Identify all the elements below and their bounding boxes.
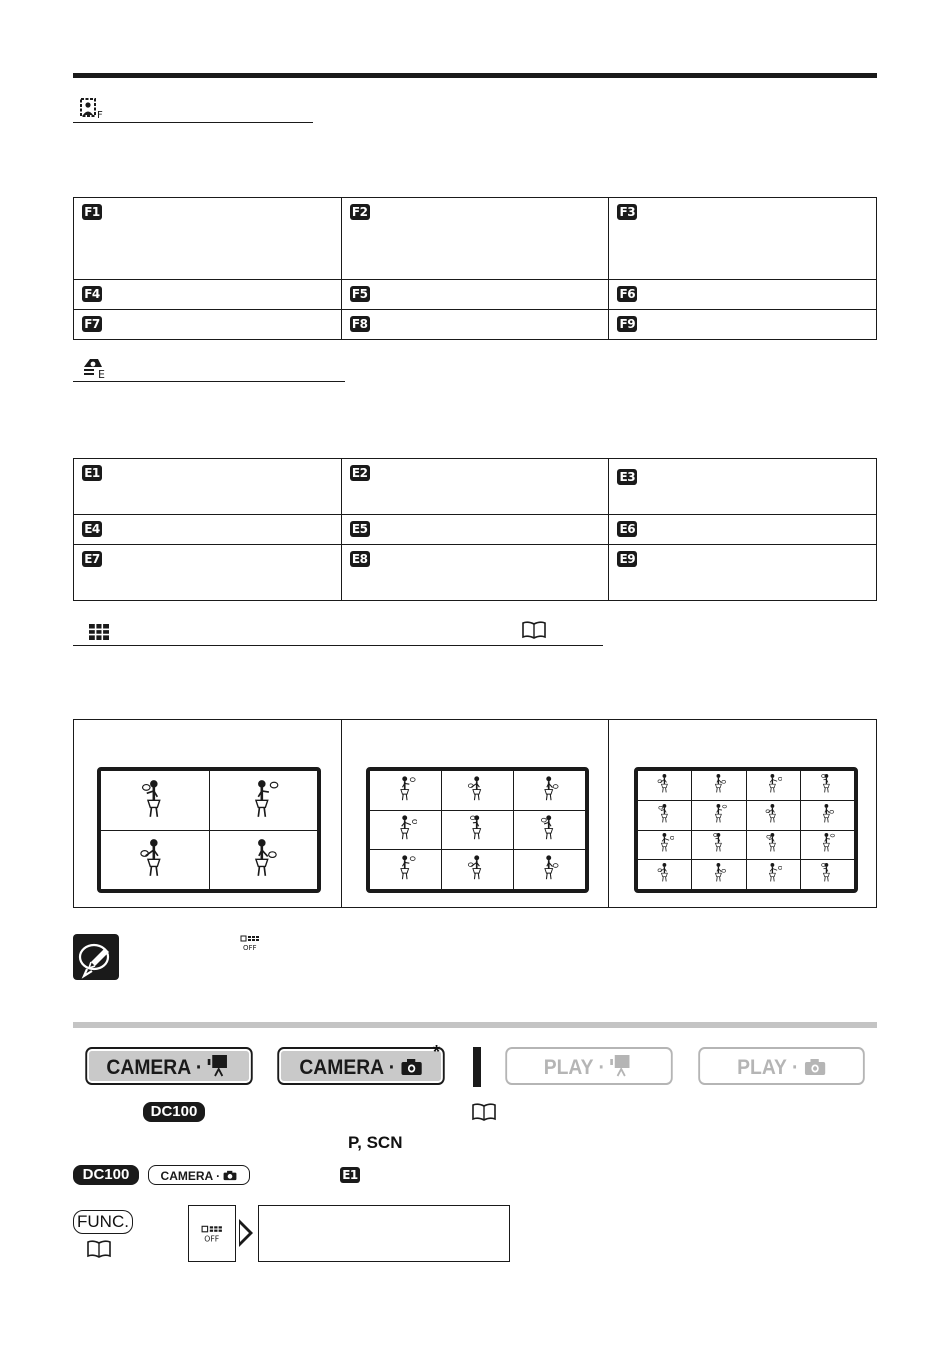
note-pencil-icon bbox=[73, 934, 119, 980]
sequence-frame bbox=[800, 800, 854, 830]
sequence-frame bbox=[442, 771, 514, 811]
default-effect-badge bbox=[340, 1166, 360, 1184]
tennis-player-figure bbox=[710, 832, 728, 852]
effect-cell bbox=[341, 545, 609, 601]
camera-icon bbox=[401, 1058, 423, 1076]
sequence-frame bbox=[514, 850, 586, 890]
effect-cell bbox=[609, 280, 877, 310]
effect-badge: E1 bbox=[340, 1167, 360, 1183]
tennis-player-figure bbox=[656, 862, 674, 882]
section-divider bbox=[73, 1022, 877, 1028]
tennis-player-figure bbox=[394, 854, 417, 880]
sequence-frame bbox=[800, 830, 854, 860]
effect-badge: E5 bbox=[350, 521, 370, 537]
effect-cell bbox=[74, 459, 342, 515]
play-movie-mode-badge bbox=[505, 1047, 672, 1085]
effect-badge: F7 bbox=[82, 316, 102, 332]
svg-text:OFF: OFF bbox=[204, 1234, 220, 1243]
effect-badge: F1 bbox=[82, 204, 102, 220]
portrait-effect-icon bbox=[80, 98, 108, 125]
sequence-frame bbox=[101, 771, 210, 831]
tennis-player-figure bbox=[764, 803, 782, 823]
sequence-frame bbox=[209, 771, 318, 831]
tennis-player-figure bbox=[818, 832, 836, 852]
camera-movie-mode-badge bbox=[85, 1047, 252, 1085]
effect-badge: F4 bbox=[82, 286, 102, 302]
tennis-player-figure bbox=[245, 778, 281, 818]
sequence-frame bbox=[692, 771, 746, 801]
effect-badge: E4 bbox=[82, 521, 102, 537]
section-rule bbox=[73, 645, 603, 646]
tennis-player-figure bbox=[538, 854, 561, 880]
effect-cell bbox=[609, 545, 877, 601]
effect-cell bbox=[74, 198, 342, 280]
model-badge: DC100 bbox=[73, 1165, 139, 1185]
sequence-frame bbox=[800, 860, 854, 890]
tennis-player-figure bbox=[818, 862, 836, 882]
func-button[interactable]: FUNC. bbox=[73, 1210, 133, 1234]
sequence-frame bbox=[692, 860, 746, 890]
sequence-frame bbox=[209, 830, 318, 890]
menu-icon-box bbox=[188, 1205, 236, 1262]
mode-label: PLAY · bbox=[543, 1056, 605, 1079]
effect-cell bbox=[74, 515, 342, 545]
effect-off-icon bbox=[240, 935, 260, 956]
sequence-frame bbox=[746, 800, 800, 830]
top-rule bbox=[73, 73, 877, 78]
book-icon bbox=[521, 621, 547, 644]
book-icon bbox=[86, 1240, 112, 1263]
sequence-frame bbox=[370, 810, 442, 850]
effect-badge: E3 bbox=[617, 469, 637, 485]
mode-label: CAMERA · bbox=[299, 1056, 396, 1079]
sequence-screen-2x2 bbox=[97, 767, 321, 893]
svg-text:E: E bbox=[98, 368, 105, 379]
model-badge: DC100 bbox=[143, 1102, 205, 1122]
multi-image-icon bbox=[88, 623, 110, 646]
tennis-player-figure bbox=[137, 778, 173, 818]
effect-off-icon bbox=[201, 1225, 223, 1243]
sequence-frame bbox=[638, 800, 692, 830]
section-rule bbox=[73, 381, 345, 382]
effect-badge: F9 bbox=[617, 316, 637, 332]
sequence-screen-3x3 bbox=[366, 767, 589, 893]
tennis-player-figure bbox=[538, 775, 561, 801]
program-mode-label: P, SCN bbox=[348, 1133, 403, 1152]
sequence-frame bbox=[692, 800, 746, 830]
tennis-player-figure bbox=[818, 803, 836, 823]
asterisk: * bbox=[433, 1042, 441, 1062]
tennis-player-figure bbox=[466, 814, 489, 840]
effect-badge: F5 bbox=[350, 286, 370, 302]
tennis-player-figure bbox=[656, 773, 674, 793]
effect-badge: F3 bbox=[617, 204, 637, 220]
sequence-frame bbox=[638, 830, 692, 860]
menu-value-box bbox=[258, 1205, 510, 1262]
effect-cell bbox=[74, 545, 342, 601]
mode-label: CAMERA · bbox=[106, 1056, 203, 1079]
effect-cell bbox=[609, 459, 877, 515]
sequence-frame bbox=[514, 810, 586, 850]
sequence-screen-4x4 bbox=[634, 767, 858, 893]
tennis-player-figure bbox=[394, 775, 417, 801]
effect-badge: F2 bbox=[350, 204, 370, 220]
effect-badge: E7 bbox=[82, 551, 102, 567]
effect-badge: E6 bbox=[617, 521, 637, 537]
sequence-frame bbox=[442, 810, 514, 850]
effect-badge: E9 bbox=[617, 551, 637, 567]
tennis-player-figure bbox=[710, 862, 728, 882]
tennis-player-figure bbox=[538, 814, 561, 840]
tennis-player-figure bbox=[710, 803, 728, 823]
effect-cell bbox=[341, 280, 609, 310]
effect-cell bbox=[609, 310, 877, 340]
svg-text:F: F bbox=[97, 110, 103, 120]
effect-badge: E2 bbox=[350, 465, 370, 481]
svg-text:OFF: OFF bbox=[243, 944, 257, 951]
tennis-player-figure bbox=[818, 773, 836, 793]
effect-badge: F8 bbox=[350, 316, 370, 332]
tennis-player-figure bbox=[710, 773, 728, 793]
camera-icon bbox=[804, 1058, 826, 1076]
effect-badge: E1 bbox=[82, 465, 102, 481]
effect-cell bbox=[609, 515, 877, 545]
tennis-player-figure bbox=[466, 775, 489, 801]
mode-divider bbox=[473, 1047, 481, 1087]
effect-cell bbox=[341, 310, 609, 340]
effect-cell bbox=[341, 198, 609, 280]
movie-icon bbox=[610, 1055, 634, 1077]
effect-badge: F6 bbox=[617, 286, 637, 302]
sequence-frame bbox=[638, 860, 692, 890]
tennis-player-figure bbox=[764, 832, 782, 852]
arrow-inner bbox=[240, 1224, 249, 1242]
effect-cell bbox=[74, 310, 342, 340]
effect-cell bbox=[74, 280, 342, 310]
tennis-player-figure bbox=[394, 814, 417, 840]
tennis-player-figure bbox=[466, 854, 489, 880]
camera-icon bbox=[223, 1170, 237, 1181]
sequence-frame bbox=[514, 771, 586, 811]
portrait-effects-table bbox=[73, 197, 877, 340]
effect-cell bbox=[341, 515, 609, 545]
effect-cell bbox=[341, 459, 609, 515]
camera-photo-mode-badge bbox=[148, 1165, 250, 1185]
mode-label: CAMERA · bbox=[160, 1169, 221, 1183]
sequence-frame bbox=[101, 830, 210, 890]
tennis-player-figure bbox=[656, 803, 674, 823]
movie-icon bbox=[208, 1055, 232, 1077]
tennis-player-figure bbox=[245, 837, 281, 877]
sequence-frame bbox=[370, 771, 442, 811]
camera-photo-mode-badge bbox=[277, 1047, 444, 1085]
section-rule bbox=[73, 122, 313, 123]
tennis-player-figure bbox=[656, 832, 674, 852]
sequence-frame bbox=[692, 830, 746, 860]
tennis-player-figure bbox=[137, 837, 173, 877]
effect-cell bbox=[609, 198, 877, 280]
effect-badge: E8 bbox=[350, 551, 370, 567]
sequence-frame bbox=[370, 850, 442, 890]
sequence-frame bbox=[746, 771, 800, 801]
sequence-frame bbox=[746, 860, 800, 890]
sequence-frame bbox=[442, 850, 514, 890]
tennis-player-figure bbox=[764, 862, 782, 882]
sequence-frame bbox=[800, 771, 854, 801]
mode-label: PLAY · bbox=[737, 1056, 799, 1079]
sequence-frame bbox=[638, 771, 692, 801]
effect-icon bbox=[82, 357, 112, 384]
effects-table bbox=[73, 458, 877, 601]
book-icon bbox=[471, 1103, 497, 1126]
play-photo-mode-badge bbox=[698, 1047, 865, 1085]
tennis-player-figure bbox=[764, 773, 782, 793]
sequence-frame bbox=[746, 830, 800, 860]
